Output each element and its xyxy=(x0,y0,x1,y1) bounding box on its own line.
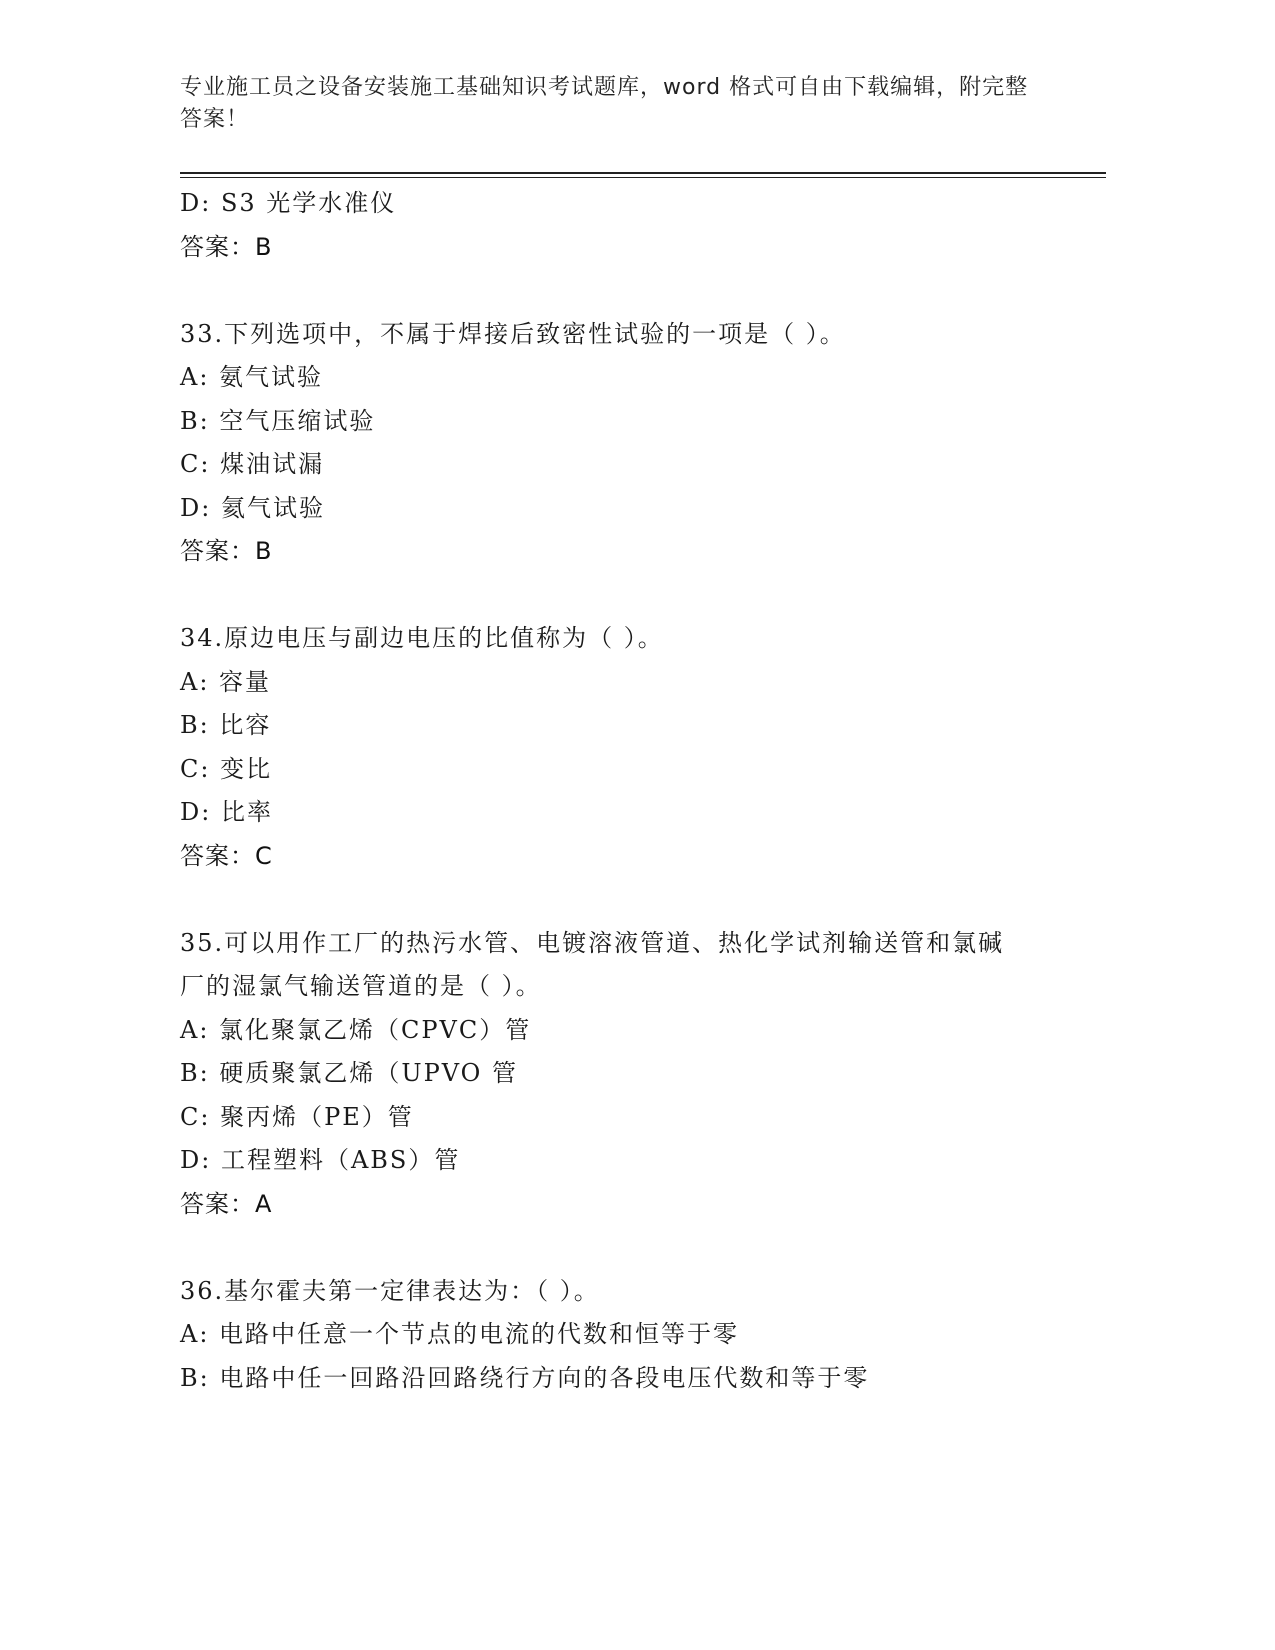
option-b: B: 空气压缩试验 xyxy=(180,406,376,435)
option-a: A: 氯化聚氯乙烯（CPVC）管 xyxy=(180,1015,532,1044)
spacer xyxy=(180,878,1060,922)
answer-line: 答案：A xyxy=(180,1189,273,1218)
option-d: D: 比率 xyxy=(180,798,273,826)
question-33 xyxy=(180,313,1060,574)
option-c: C: 变比 xyxy=(180,754,273,783)
question-stem: 35.可以用作工厂的热污水管、电镀溶液管道、热化学试剂输送管和氯碱厂的湿氯气输送管道的是（ ）。 xyxy=(180,928,1005,1000)
question-36 xyxy=(180,1270,1060,1401)
spacer xyxy=(180,574,1060,618)
option-b: B: 比容 xyxy=(180,711,272,739)
spacer xyxy=(180,269,1060,313)
option-a: A: 容量 xyxy=(180,667,272,696)
header-divider-thin xyxy=(180,177,1106,178)
prev-question-tail xyxy=(180,182,1060,269)
answer-line: 答案：C xyxy=(180,841,273,870)
question-35 xyxy=(180,922,1060,1227)
option-a: A: 电路中任意一个节点的电流的代数和恒等于零 xyxy=(180,1320,740,1348)
header-divider-thick xyxy=(180,172,1106,174)
answer-line: 答案：B xyxy=(180,537,273,565)
answer-line: 答案：B xyxy=(180,232,273,261)
option-b: B: 硬质聚氯乙烯（UPVO 管 xyxy=(180,1059,518,1087)
option-c: C: 煤油试漏 xyxy=(180,450,325,478)
question-stem: 34.原边电压与副边电压的比值称为（ ）。 xyxy=(180,624,664,652)
option-a: A: 氨气试验 xyxy=(180,363,324,391)
option-c: C: 聚丙烯（PE）管 xyxy=(180,1102,414,1131)
question-list xyxy=(180,182,1060,1400)
spacer xyxy=(180,1226,1060,1270)
question-stem: 36.基尔霍夫第一定律表达为：（ ）。 xyxy=(180,1276,600,1305)
option-d: D: S3 光学水准仪 xyxy=(180,189,397,217)
option-d: D: 工程塑料（ABS）管 xyxy=(180,1146,461,1174)
question-stem: 33.下列选项中，不属于焊接后致密性试验的一项是（ ）。 xyxy=(180,319,846,348)
document-header: 专业施工员之设备安装施工基础知识考试题库，word 格式可自由下载编辑，附完整答案！ xyxy=(180,75,1029,132)
question-34 xyxy=(180,617,1060,878)
option-d: D: 氦气试验 xyxy=(180,493,325,522)
option-b: B: 电路中任一回路沿回路绕行方向的各段电压代数和等于零 xyxy=(180,1363,870,1392)
